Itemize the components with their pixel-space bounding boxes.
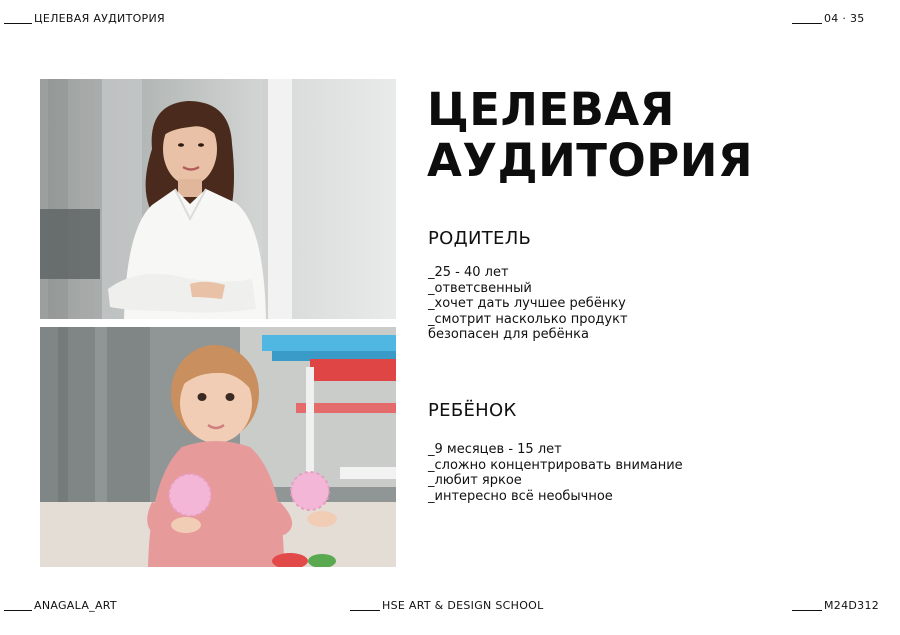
header-rule: [4, 23, 32, 24]
footer-author-text: ANAGALA_ART: [34, 599, 117, 612]
title-line-1: ЦЕЛЕВАЯ: [427, 83, 675, 136]
header-page-label: [792, 13, 865, 25]
photo-parent: [40, 79, 396, 319]
footer-code-rule: [792, 610, 822, 611]
list-item: _9 месяцев - 15 лет: [428, 442, 562, 457]
footer-code: [792, 600, 879, 612]
footer-school: [350, 600, 544, 612]
list-item: _любит яркое: [428, 473, 522, 489]
page-title: [427, 84, 753, 186]
title-line-2: АУДИТОРИЯ: [427, 134, 754, 187]
header-page-number: 04 · 35: [824, 12, 865, 25]
child-traits-list: [428, 442, 683, 504]
list-item: _смотрит насколько продукт: [428, 311, 628, 327]
photo-child: [40, 327, 396, 567]
header-section-label: [4, 13, 165, 25]
child-heading: РЕБЁНОК: [428, 400, 517, 421]
header-page-rule: [792, 23, 822, 24]
list-item: _хочет дать лучшее ребёнку: [428, 296, 626, 312]
footer-author: [4, 600, 117, 612]
parent-heading: РОДИТЕЛЬ: [428, 228, 532, 249]
list-item: _интересно всё необычное: [428, 488, 613, 504]
footer-author-rule: [4, 610, 32, 611]
footer-school-text: HSE ART & DESIGN SCHOOL: [382, 599, 544, 612]
footer-code-text: M24D312: [824, 599, 880, 612]
photo-girl-icon: [40, 327, 396, 567]
parent-traits-list: [428, 265, 628, 343]
list-item: безопасен для ребёнка: [428, 327, 589, 343]
list-item: _сложно концентрировать внимание: [428, 457, 683, 473]
list-item: _25 - 40 лет: [428, 265, 509, 280]
photo-woman-icon: [40, 79, 396, 319]
list-item: _ответсвенный: [428, 280, 532, 296]
footer-school-rule: [350, 610, 380, 611]
header-section-text: ЦЕЛЕВАЯ АУДИТОРИЯ: [34, 12, 165, 25]
